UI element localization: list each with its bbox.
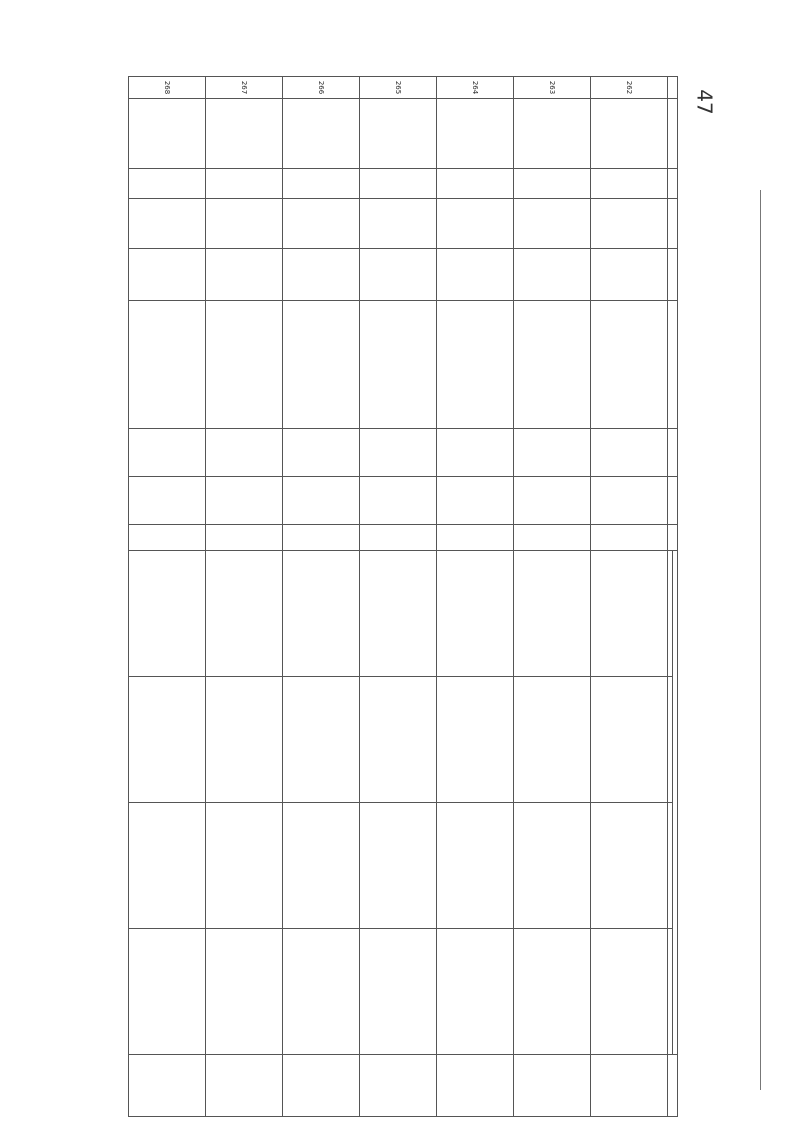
cell-seq: 268 [129, 77, 206, 99]
cell-q2 [283, 677, 360, 803]
cell-content [360, 301, 437, 429]
page-number-text: 47 [692, 89, 717, 115]
cell-q2 [129, 677, 206, 803]
cell-period [129, 249, 206, 301]
cell-q2 [437, 677, 514, 803]
cell-q2 [206, 677, 283, 803]
table-header-row [673, 77, 678, 1117]
header-q1 [668, 551, 673, 677]
table-row [129, 77, 206, 1117]
header-seq [668, 77, 678, 99]
project-table-wrapper [128, 76, 678, 1066]
cell-period [206, 249, 283, 301]
cell-seq: 265 [360, 77, 437, 99]
cell-nature [514, 169, 591, 199]
cell-unit [514, 1055, 591, 1117]
header-plan [668, 477, 678, 525]
cell-unit [360, 1055, 437, 1117]
table-row [283, 77, 360, 1117]
cell-q2 [591, 677, 668, 803]
cell-name [129, 99, 206, 169]
cell-seq: 266 [283, 77, 360, 99]
cell-plan [129, 477, 206, 525]
cell-source [283, 525, 360, 551]
cell-q4 [591, 929, 668, 1055]
header-location [668, 199, 678, 249]
cell-name [591, 99, 668, 169]
cell-period [437, 249, 514, 301]
cell-total [129, 429, 206, 477]
cell-total [360, 429, 437, 477]
header-name [668, 99, 678, 169]
cell-nature [591, 169, 668, 199]
cell-plan [283, 477, 360, 525]
header-source [668, 525, 678, 551]
cell-nature [206, 169, 283, 199]
bulletin-footer [690, 880, 714, 1100]
cell-total [437, 429, 514, 477]
cell-total [591, 429, 668, 477]
cell-period [514, 249, 591, 301]
cell-content [129, 301, 206, 429]
cell-location [360, 199, 437, 249]
running-header [748, 70, 788, 260]
cell-source [360, 525, 437, 551]
cell-q1 [206, 551, 283, 677]
cell-source [591, 525, 668, 551]
header-rule [760, 190, 761, 1090]
cell-q3 [437, 803, 514, 929]
cell-nature [360, 169, 437, 199]
cell-q3 [283, 803, 360, 929]
cell-total [283, 429, 360, 477]
cell-q1 [360, 551, 437, 677]
cell-location [129, 199, 206, 249]
cell-q1 [129, 551, 206, 677]
table-body [129, 77, 668, 1117]
header-q3 [668, 803, 673, 929]
cell-name [360, 99, 437, 169]
project-table [128, 76, 678, 1117]
header-total [668, 429, 678, 477]
header-q2 [668, 677, 673, 803]
cell-q1 [283, 551, 360, 677]
header-progress [673, 551, 678, 1055]
cell-plan [437, 477, 514, 525]
cell-period [283, 249, 360, 301]
cell-name [206, 99, 283, 169]
cell-q3 [206, 803, 283, 929]
cell-total [206, 429, 283, 477]
cell-name [437, 99, 514, 169]
header-q4 [668, 929, 673, 1055]
cell-plan [360, 477, 437, 525]
cell-location [283, 199, 360, 249]
table-row [514, 77, 591, 1117]
cell-seq: 264 [437, 77, 514, 99]
cell-q2 [360, 677, 437, 803]
cell-plan [514, 477, 591, 525]
cell-unit [437, 1055, 514, 1117]
cell-location [591, 199, 668, 249]
cell-location [514, 199, 591, 249]
table-row [591, 77, 668, 1117]
cell-seq: 263 [514, 77, 591, 99]
header-period [668, 249, 678, 301]
cell-q4 [437, 929, 514, 1055]
cell-q3 [591, 803, 668, 929]
cell-name [514, 99, 591, 169]
cell-q1 [437, 551, 514, 677]
cell-q1 [514, 551, 591, 677]
cell-total [514, 429, 591, 477]
cell-seq: 262 [591, 77, 668, 99]
cell-nature [129, 169, 206, 199]
header-unit [668, 1055, 678, 1117]
cell-q3 [360, 803, 437, 929]
cell-q4 [360, 929, 437, 1055]
cell-seq: 267 [206, 77, 283, 99]
cell-unit [591, 1055, 668, 1117]
cell-q3 [129, 803, 206, 929]
page-number [690, 82, 720, 122]
table-row [206, 77, 283, 1117]
cell-q3 [514, 803, 591, 929]
cell-content [206, 301, 283, 429]
cell-nature [283, 169, 360, 199]
cell-content [437, 301, 514, 429]
cell-q1 [591, 551, 668, 677]
cell-content [283, 301, 360, 429]
cell-q4 [514, 929, 591, 1055]
cell-source [514, 525, 591, 551]
cell-q4 [283, 929, 360, 1055]
cell-plan [591, 477, 668, 525]
cell-plan [206, 477, 283, 525]
cell-location [437, 199, 514, 249]
cell-content [591, 301, 668, 429]
cell-source [206, 525, 283, 551]
table-row [360, 77, 437, 1117]
cell-unit [283, 1055, 360, 1117]
cell-unit [129, 1055, 206, 1117]
header-content [668, 301, 678, 429]
cell-nature [437, 169, 514, 199]
cell-q4 [206, 929, 283, 1055]
header-nature [668, 169, 678, 199]
cell-period [591, 249, 668, 301]
cell-q2 [514, 677, 591, 803]
table-row [437, 77, 514, 1117]
cell-q4 [129, 929, 206, 1055]
cell-source [129, 525, 206, 551]
cell-period [360, 249, 437, 301]
cell-content [514, 301, 591, 429]
cell-source [437, 525, 514, 551]
cell-unit [206, 1055, 283, 1117]
cell-name [283, 99, 360, 169]
cell-location [206, 199, 283, 249]
